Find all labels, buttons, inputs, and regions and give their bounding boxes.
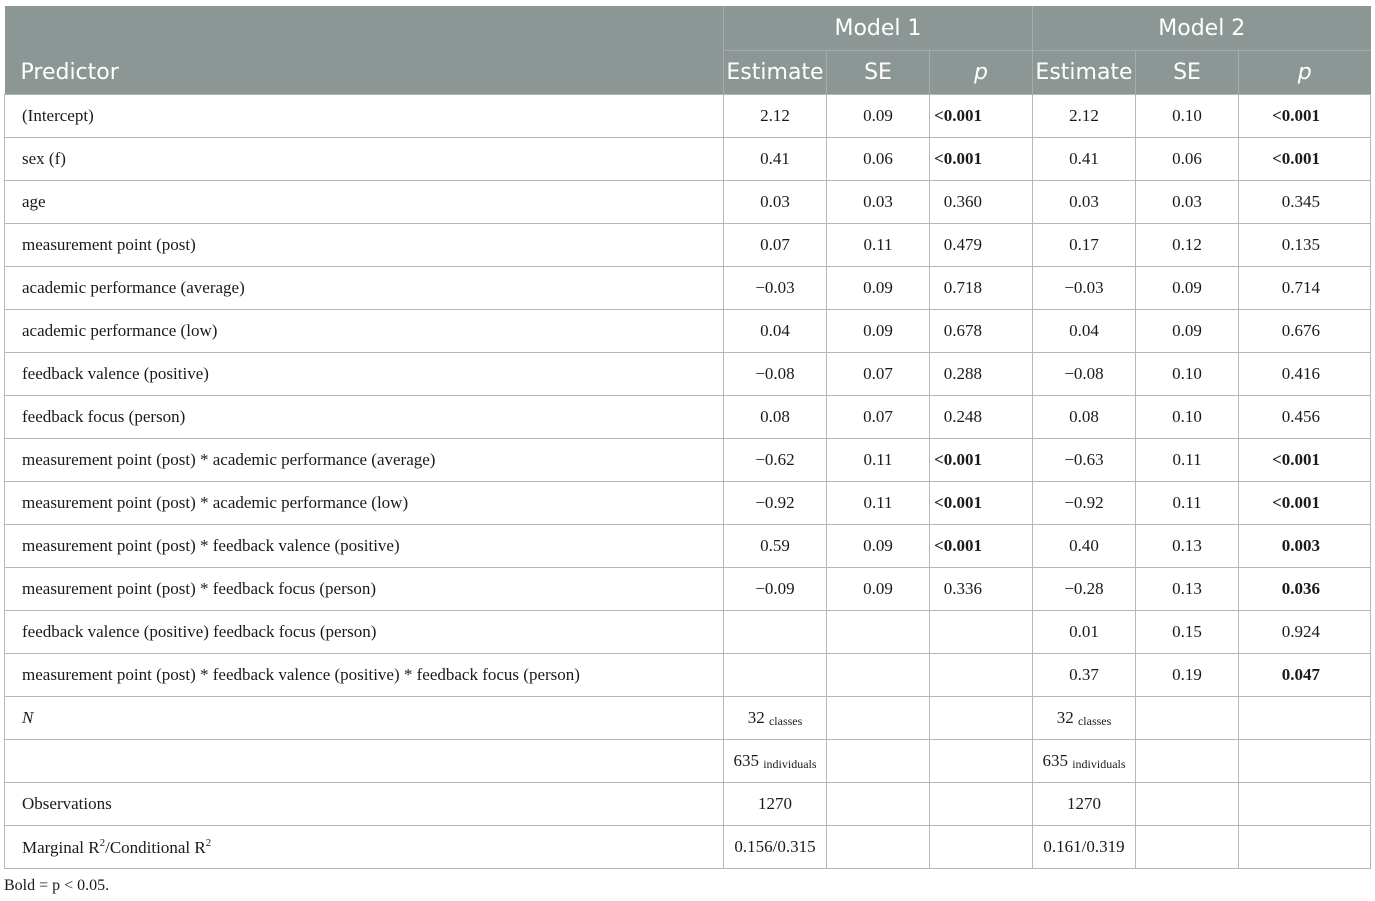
table-body — [5, 95, 1371, 697]
m1-p-cell — [930, 611, 1033, 654]
r2-label-part2: /Conditional R — [105, 837, 206, 857]
m2-p-cell: 0.036 — [1239, 568, 1371, 611]
m2-individuals-num: 635 — [1042, 750, 1068, 770]
table-row — [5, 439, 1371, 482]
m2-estimate-cell: −0.08 — [1033, 353, 1136, 396]
header-column-row — [5, 51, 1371, 95]
m1-se-cell: 0.11 — [827, 482, 930, 525]
empty-cell — [930, 697, 1033, 740]
m1-p-cell: 0.248 — [930, 396, 1033, 439]
m1-individuals-unit: individuals — [763, 756, 817, 771]
m2-estimate-cell: 2.12 — [1033, 95, 1136, 138]
m2-p-cell: <0.001 — [1239, 95, 1371, 138]
predictor-cell: academic performance (low) — [5, 310, 724, 353]
table-row — [5, 267, 1371, 310]
header-model-2: Model 2 — [1033, 6, 1371, 51]
m2-se-cell: 0.10 — [1136, 396, 1239, 439]
observations-row — [5, 783, 1371, 826]
regression-table-container — [4, 6, 1370, 869]
m1-individuals-num: 635 — [733, 750, 759, 770]
m2-estimate-cell: 0.37 — [1033, 654, 1136, 697]
n-individuals-row — [5, 740, 1371, 783]
table-row — [5, 482, 1371, 525]
m1-se-cell: 0.09 — [827, 568, 930, 611]
m2-se-cell: 0.06 — [1136, 138, 1239, 181]
m1-se-cell: 0.06 — [827, 138, 930, 181]
m1-estimate-cell: 0.41 — [724, 138, 827, 181]
empty-cell — [827, 783, 930, 826]
m2-estimate-cell: 0.04 — [1033, 310, 1136, 353]
m1-p-cell: <0.001 — [930, 138, 1033, 181]
header-group-row — [5, 6, 1371, 51]
m1-se-cell: 0.07 — [827, 396, 930, 439]
m1-estimate-cell: −0.03 — [724, 267, 827, 310]
m1-se-cell: 0.09 — [827, 95, 930, 138]
m2-estimate-cell: 0.03 — [1033, 181, 1136, 224]
m2-p-cell: <0.001 — [1239, 138, 1371, 181]
table-row — [5, 138, 1371, 181]
empty-cell — [1239, 826, 1371, 869]
m2-se-cell: 0.09 — [1136, 310, 1239, 353]
m1-estimate-cell — [724, 654, 827, 697]
table-row — [5, 181, 1371, 224]
m1-p-cell: 0.678 — [930, 310, 1033, 353]
header-m2-p: p — [1239, 51, 1371, 95]
m1-se-cell: 0.11 — [827, 224, 930, 267]
predictor-cell: measurement point (post) * feedback valence (positive) * feedback focus (person) — [5, 654, 724, 697]
empty-cell — [827, 826, 930, 869]
header-model-1: Model 1 — [724, 6, 1033, 51]
empty-cell — [827, 697, 930, 740]
m2-classes-num: 32 — [1056, 707, 1074, 727]
regression-table — [4, 6, 1371, 869]
predictor-cell: (Intercept) — [5, 95, 724, 138]
r2-label-part1: Marginal R — [22, 837, 100, 857]
m2-se-cell: 0.11 — [1136, 439, 1239, 482]
m2-estimate-cell: 0.41 — [1033, 138, 1136, 181]
predictor-cell: measurement point (post) * academic performance (low) — [5, 482, 724, 525]
empty-cell — [930, 783, 1033, 826]
header-m1-estimate: Estimate — [724, 51, 827, 95]
predictor-cell: sex (f) — [5, 138, 724, 181]
n-classes-row — [5, 697, 1371, 740]
m2-p-cell: <0.001 — [1239, 482, 1371, 525]
table-row — [5, 353, 1371, 396]
header-m1-p: p — [930, 51, 1033, 95]
m2-individuals-unit: individuals — [1072, 756, 1126, 771]
predictor-cell: age — [5, 181, 724, 224]
m1-estimate-cell: −0.08 — [724, 353, 827, 396]
empty-cell — [1136, 783, 1239, 826]
table-row — [5, 224, 1371, 267]
m1-r2: 0.156/0.315 — [724, 826, 827, 869]
m2-estimate-cell: −0.63 — [1033, 439, 1136, 482]
table-row — [5, 611, 1371, 654]
empty-cell — [1136, 697, 1239, 740]
empty-cell — [1136, 740, 1239, 783]
empty-cell — [930, 826, 1033, 869]
m2-r2: 0.161/0.319 — [1033, 826, 1136, 869]
header-m2-se: SE — [1136, 51, 1239, 95]
predictor-cell: measurement point (post) * feedback focus (person) — [5, 568, 724, 611]
predictor-cell: measurement point (post) — [5, 224, 724, 267]
m2-p-cell: <0.001 — [1239, 439, 1371, 482]
m2-p-cell: 0.416 — [1239, 353, 1371, 396]
m2-p-cell: 0.047 — [1239, 654, 1371, 697]
m2-p-cell: 0.003 — [1239, 525, 1371, 568]
m1-p-cell: <0.001 — [930, 525, 1033, 568]
table-row — [5, 396, 1371, 439]
m2-observations: 1270 — [1033, 783, 1136, 826]
m2-se-cell: 0.09 — [1136, 267, 1239, 310]
m2-estimate-cell: −0.28 — [1033, 568, 1136, 611]
m2-p-cell: 0.135 — [1239, 224, 1371, 267]
m2-p-cell: 0.676 — [1239, 310, 1371, 353]
m2-se-cell: 0.12 — [1136, 224, 1239, 267]
m1-observations: 1270 — [724, 783, 827, 826]
m2-estimate-cell: −0.92 — [1033, 482, 1136, 525]
m2-estimate-cell: 0.08 — [1033, 396, 1136, 439]
m2-se-cell: 0.11 — [1136, 482, 1239, 525]
m1-individuals — [724, 740, 827, 783]
m1-estimate-cell: 0.08 — [724, 396, 827, 439]
m1-p-cell: <0.001 — [930, 482, 1033, 525]
m1-estimate-cell: −0.92 — [724, 482, 827, 525]
m1-se-cell: 0.09 — [827, 267, 930, 310]
r2-label-sup2: 2 — [205, 836, 212, 849]
table-row — [5, 310, 1371, 353]
table-row — [5, 525, 1371, 568]
header-blank-cell — [5, 6, 724, 51]
m2-se-cell: 0.15 — [1136, 611, 1239, 654]
m1-estimate-cell: 0.07 — [724, 224, 827, 267]
m2-p-cell: 0.714 — [1239, 267, 1371, 310]
m1-se-cell — [827, 654, 930, 697]
m2-se-cell: 0.03 — [1136, 181, 1239, 224]
m1-estimate-cell: 0.03 — [724, 181, 827, 224]
m2-p-cell: 0.456 — [1239, 396, 1371, 439]
m1-se-cell: 0.11 — [827, 439, 930, 482]
header-m1-se: SE — [827, 51, 930, 95]
m2-se-cell: 0.10 — [1136, 353, 1239, 396]
table-row — [5, 95, 1371, 138]
m2-p-cell: 0.924 — [1239, 611, 1371, 654]
m1-estimate-cell: 0.59 — [724, 525, 827, 568]
table-footnote: Bold = p < 0.05. — [4, 877, 110, 894]
m2-individuals — [1033, 740, 1136, 783]
observations-label: Observations — [5, 783, 724, 826]
predictor-cell: feedback valence (positive) feedback focus (person) — [5, 611, 724, 654]
table-row — [5, 654, 1371, 697]
m1-se-cell: 0.07 — [827, 353, 930, 396]
m1-p-cell: 0.288 — [930, 353, 1033, 396]
header-predictor: Predictor — [5, 51, 724, 95]
m1-se-cell — [827, 611, 930, 654]
m2-estimate-cell: 0.01 — [1033, 611, 1136, 654]
m1-classes — [724, 697, 827, 740]
empty-cell — [1136, 826, 1239, 869]
empty-cell — [1239, 740, 1371, 783]
table-row — [5, 568, 1371, 611]
m2-estimate-cell: −0.03 — [1033, 267, 1136, 310]
m1-p-cell — [930, 654, 1033, 697]
m2-estimate-cell: 0.40 — [1033, 525, 1136, 568]
m2-p-cell: 0.345 — [1239, 181, 1371, 224]
m1-se-cell: 0.03 — [827, 181, 930, 224]
n-label: N — [5, 697, 724, 740]
empty-cell — [1239, 783, 1371, 826]
m2-se-cell: 0.19 — [1136, 654, 1239, 697]
m1-p-cell: 0.336 — [930, 568, 1033, 611]
predictor-cell: feedback valence (positive) — [5, 353, 724, 396]
m1-estimate-cell — [724, 611, 827, 654]
empty-cell — [930, 740, 1033, 783]
m1-classes-num: 32 — [747, 707, 765, 727]
m1-p-cell: <0.001 — [930, 95, 1033, 138]
predictor-cell: measurement point (post) * academic performance (average) — [5, 439, 724, 482]
empty-cell — [827, 740, 930, 783]
m1-se-cell: 0.09 — [827, 525, 930, 568]
predictor-cell: measurement point (post) * feedback valence (positive) — [5, 525, 724, 568]
table-stats — [5, 697, 1371, 869]
m2-se-cell: 0.13 — [1136, 525, 1239, 568]
r2-label — [5, 826, 724, 869]
table-header — [5, 6, 1371, 95]
m1-se-cell: 0.09 — [827, 310, 930, 353]
m1-estimate-cell: 2.12 — [724, 95, 827, 138]
m2-se-cell: 0.13 — [1136, 568, 1239, 611]
predictor-cell: academic performance (average) — [5, 267, 724, 310]
empty-cell — [1239, 697, 1371, 740]
m1-estimate-cell: −0.09 — [724, 568, 827, 611]
r2-label-sup1: 2 — [99, 836, 106, 849]
m1-p-cell: <0.001 — [930, 439, 1033, 482]
m1-p-cell: 0.718 — [930, 267, 1033, 310]
m1-estimate-cell: −0.62 — [724, 439, 827, 482]
m2-classes-unit: classes — [1077, 713, 1112, 728]
m1-classes-unit: classes — [768, 713, 803, 728]
m1-p-cell: 0.479 — [930, 224, 1033, 267]
m2-classes — [1033, 697, 1136, 740]
header-m2-estimate: Estimate — [1033, 51, 1136, 95]
m1-estimate-cell: 0.04 — [724, 310, 827, 353]
m1-p-cell: 0.360 — [930, 181, 1033, 224]
predictor-cell: feedback focus (person) — [5, 396, 724, 439]
r2-row — [5, 826, 1371, 869]
m2-estimate-cell: 0.17 — [1033, 224, 1136, 267]
m2-se-cell: 0.10 — [1136, 95, 1239, 138]
empty-cell — [5, 740, 724, 783]
